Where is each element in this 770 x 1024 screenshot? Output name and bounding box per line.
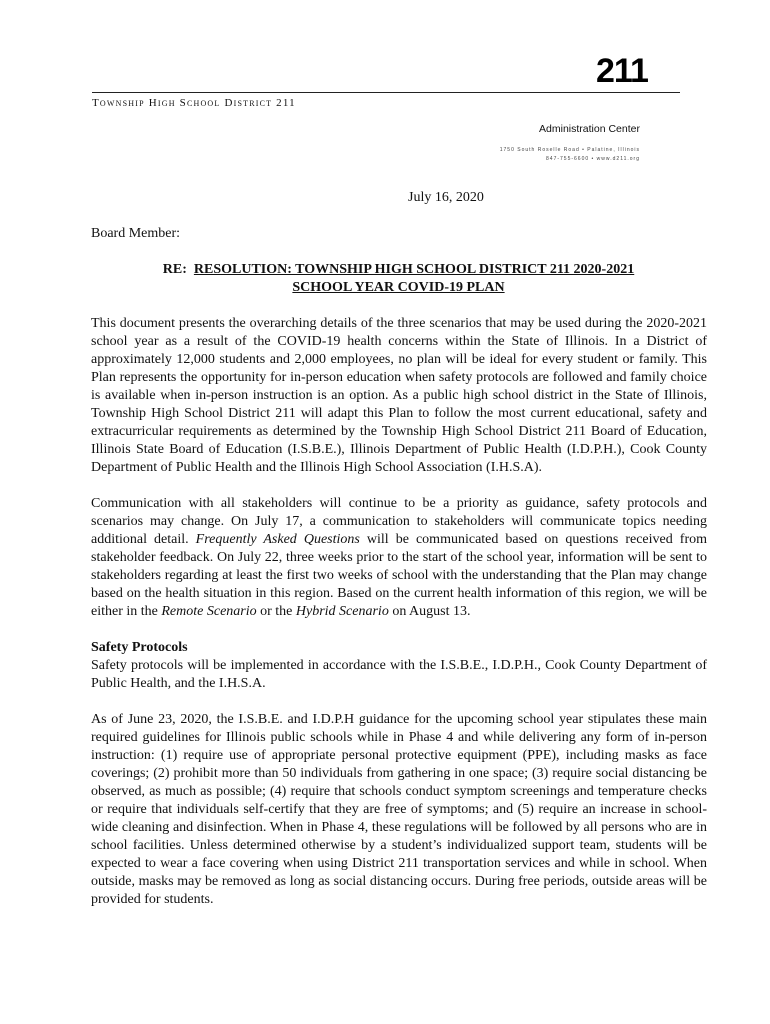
paragraph-overview: This document presents the overarching details of the three scenarios that may be used during the 2020-2021 school year as a result of the COVID-19 health concerns within the State of Illinois. In a District of approximately 12,000 students and 2,000 employees, no plan will be ideal for every student or family. This Plan represents the opportunity for in-person education when safety protocols are followed and family choice is available when in-person instruction is an option. As a public high school district in the State of Illinois, Township High School District 211 will adapt this Plan to follow the most current educational, safety and extracurricular requirements as determined by the Township High School District 211 Board of Education, Illinois State Board of Education (I.S.B.E.), Illinois Department of Public Health (I.D.P.H.), Cook County Department of Public Health and the Illinois High School Association (I.H.S.A). (91, 316, 707, 475)
safety-protocols-heading: Safety Protocols (91, 640, 188, 655)
admin-center-label: Administration Center (539, 123, 640, 135)
re-title-line-2: SCHOOL YEAR COVID-19 PLAN (292, 280, 505, 295)
header-divider (92, 92, 680, 93)
subject-line-1 (91, 261, 706, 279)
p2-text-a: Communication with all stakeholders will continue to be a priority as guidance, safety protocols and scenarios may change. On July 17, a communication to stakeholders will communicate topics needing additional detail. (91, 496, 707, 547)
letter-body (91, 315, 707, 927)
re-title-line-1: RESOLUTION: TOWNSHIP HIGH SCHOOL DISTRICT 211 2020-2021 (193, 262, 635, 277)
paragraph-communication (91, 495, 707, 621)
safety-text: Safety protocols will be implemented in accordance with the I.S.B.E., I.D.P.H., Cook County Department of Public Health, and the I.H.S.A. (91, 658, 707, 691)
re-prefix: RE: (162, 262, 187, 277)
salutation: Board Member: (91, 226, 181, 241)
p2-text-d: on August 13. (388, 604, 471, 619)
address-line-2: 847-755-6600 • www.d211.org (546, 156, 640, 162)
subject-line (91, 261, 706, 297)
remote-scenario-reference: Remote Scenario (161, 604, 257, 619)
district-name: Township High School District 211 (92, 97, 296, 109)
district-logo: 211 (596, 52, 648, 90)
hybrid-scenario-reference: Hybrid Scenario (295, 604, 389, 619)
p2-text-c: or the (256, 604, 296, 619)
p2-text-b: will be communicated based on questions received from stakeholder feedback. On July 22, three weeks prior to the start of the school year, information will be sent to stakeholders regarding at least the first two weeks of school with the understanding that the Plan may change based on the health situation in this region. Based on the current health information of this region, we will be either in the (91, 532, 707, 619)
paragraph-guidelines: As of June 23, 2020, the I.S.B.E. and I.D.P.H guidance for the upcoming school year stipulates these main required guidelines for Illinois public schools while in Phase 4 and while delivering any form of in-person instruction: (1) require use of appropriate personal protective equipment (PPE), including masks as face coverings; (2) prohibit more than 50 individuals from gathering in one space; (3) require social distancing be observed, as much as possible; (4) require that schools conduct symptom screenings and temperature checks or require that individuals self-certify that they are free of symptoms; and (5) require an increase in school-wide cleaning and disinfection. When in Phase 4, these regulations will be followed by all persons who are in school facilities. Unless determined otherwise by a student’s individualized support team, students will be expected to wear a face covering when using District 211 transportation services and while in school. When outside, masks may be removed as long as social distancing occurs. During free periods, outside areas will be provided for students. (91, 712, 707, 907)
address-block (500, 146, 640, 164)
paragraph-safety (91, 639, 707, 693)
faq-reference: Frequently Asked Questions (195, 532, 360, 547)
address-line-1: 1750 South Roselle Road • Palatine, Illinois (499, 147, 640, 153)
letter-date: July 16, 2020 (408, 190, 484, 205)
